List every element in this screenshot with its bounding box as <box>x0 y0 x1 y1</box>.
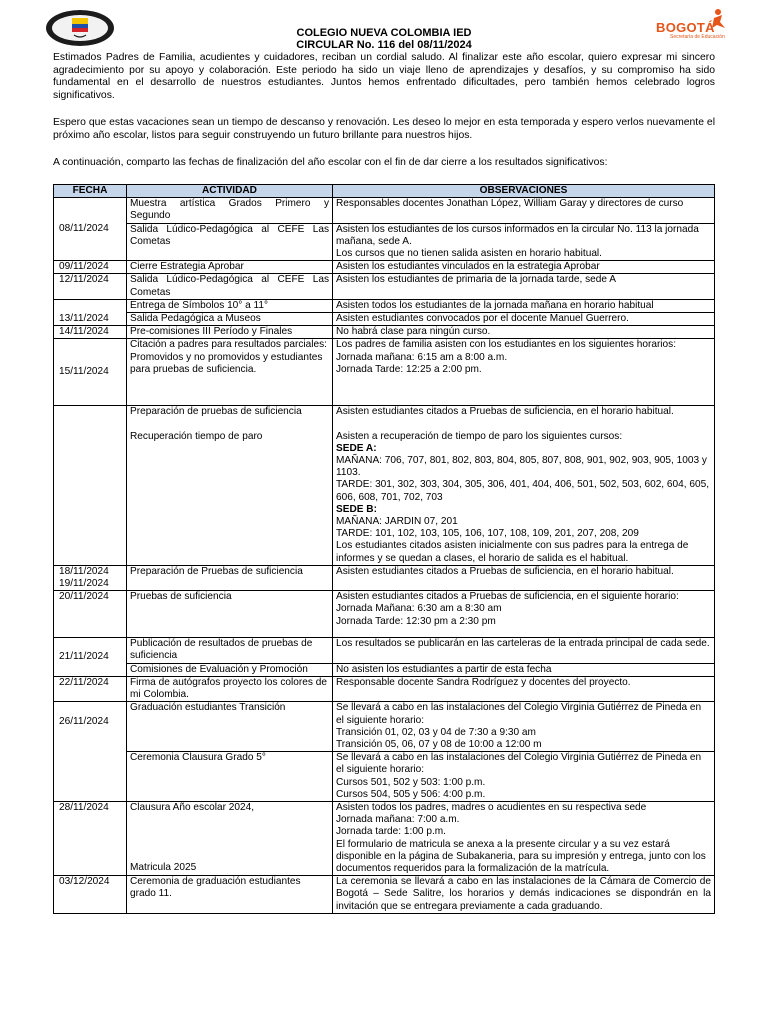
date-cell-empty <box>54 406 127 565</box>
intro-paragraph-2: Espero que estas vacaciones sean un tiempo de descanso y renovación. Les deseo lo mejor en esta temporada y espero verlos nuevamente el próximo año escolar, listos para seguir construyendo un futuro brillante para nuestros hijos. <box>53 117 715 141</box>
observation-line: Transición 01, 02, 03 y 04 de 7:30 a 9:30 am <box>336 726 536 738</box>
date-cell: 20/11/2024 <box>54 591 127 638</box>
activity-cell: Firma de autógrafos proyecto los colores de mi Colombia. <box>127 676 333 701</box>
activity-line: Citación a padres para resultados parciales: <box>130 339 327 351</box>
activity-cell: Preparación de Pruebas de suficiencia <box>127 565 333 590</box>
table-header-row <box>54 185 715 198</box>
sede-b-label: SEDE B: <box>336 503 377 515</box>
activity-cell <box>127 339 333 406</box>
observation-line: Asisten los estudiantes de los cursos informados en la circular No. 113 la jornada mañana, sede A. <box>336 223 699 247</box>
observation-line: Jornada Mañana: 6:30 am a 8:30 am <box>336 603 502 615</box>
activity-cell: Salida Lúdico-Pedagógica al CEFE Las Cometas <box>127 223 333 261</box>
observation-line: Se llevará a cabo en las instalaciones del Colegio Virginia Gutiérrez de Pineda en el siguiente horario: <box>336 702 702 726</box>
date-cell: 15/11/2024 <box>54 339 127 406</box>
table-row <box>54 339 715 406</box>
activity-cell: Salida Pedagógica a Museos <box>127 313 333 326</box>
date-cell: 14/11/2024 <box>54 326 127 339</box>
table-row <box>54 406 715 565</box>
bogota-logo-text: BOGOTÁ <box>656 20 715 35</box>
table-row <box>54 591 715 638</box>
observation-line: Jornada tarde: 1:00 p.m. <box>336 826 446 838</box>
observation-cell: Responsables docentes Jonathan López, William Garay y directores de curso <box>333 198 715 223</box>
observation-line: MAÑANA: JARDIN 07, 201 <box>336 516 458 528</box>
activity-cell: Ceremonia Clausura Grado 5° <box>127 752 333 802</box>
activity-cell: Ceremonia de graduación estudiantes grado 11. <box>127 876 333 914</box>
observation-line: El formulario de matricula se anexa a la presente circular y a su vez estará disponible en la página de Subakaneria, para su impresión y entrega, junto con los documentos requeridos para la formalización de la matrícula. <box>336 838 706 874</box>
date-cell: 21/11/2024 <box>54 638 127 677</box>
activity-line: Promovidos y no promovidos y estudiantes para pruebas de suficiencia. <box>130 351 323 375</box>
observation-cell: Asisten estudiantes convocados por el docente Manuel Guerrero. <box>333 313 715 326</box>
observation-cell: Asisten todos los estudiantes de la jornada mañana en horario habitual <box>333 299 715 312</box>
school-name: COLEGIO NUEVA COLOMBIA IED <box>296 27 472 39</box>
observation-line: Los cursos que no tienen salida asisten en horario habitual. <box>336 248 602 260</box>
date-line: 18/11/2024 <box>59 565 109 577</box>
activity-line: Recuperación tiempo de paro <box>130 430 263 442</box>
header-actividad: ACTIVIDAD <box>127 185 333 198</box>
table-row <box>54 801 715 875</box>
activity-line: Preparación de pruebas de suficiencia <box>130 406 302 418</box>
observation-cell: Los resultados se publicarán en las carteleras de la entrada principal de cada sede. <box>333 638 715 663</box>
circular-number: CIRCULAR No. 116 del 08/11/2024 <box>296 39 472 51</box>
table-row <box>54 299 715 312</box>
activity-cell: Publicación de resultados de pruebas de suficiencia <box>127 638 333 663</box>
table-row <box>54 313 715 326</box>
observation-cell: Responsable docente Sandra Rodríguez y docentes del proyecto. <box>333 676 715 701</box>
observation-line: TARDE: 101, 102, 103, 105, 106, 107, 108, 109, 201, 207, 208, 209 <box>336 528 639 540</box>
observation-line: Asisten estudiantes citados a Pruebas de suficiencia, en el siguiente horario: <box>336 591 679 603</box>
observation-line: Jornada mañana: 7:00 a.m. <box>336 814 460 826</box>
table-row <box>54 261 715 274</box>
sede-a-label: SEDE A: <box>336 442 377 454</box>
bogota-logo-subtitle: Secretaría de Educación <box>670 34 725 40</box>
observation-line: TARDE: 301, 302, 303, 304, 305, 306, 401, 404, 406, 501, 502, 503, 602, 604, 605, 606, 608, 701, 702, 703 <box>336 479 710 503</box>
observation-line: Asisten a recuperación de tiempo de paro los siguientes cursos: <box>336 430 623 442</box>
activity-cell <box>127 801 333 875</box>
table-row <box>54 752 715 802</box>
table-row <box>54 876 715 914</box>
observation-line: Jornada Tarde: 12:30 pm a 2:30 pm <box>336 615 496 627</box>
table-row <box>54 702 715 752</box>
date-cell: 03/12/2024 <box>54 876 127 914</box>
activity-line: Clausura Año escolar 2024, <box>130 801 255 813</box>
activity-cell: Cierre Estrategia Aprobar <box>127 261 333 274</box>
activity-cell: Entrega de Símbolos 10° a 11° <box>127 299 333 312</box>
observation-cell: Asisten los estudiantes de primaria de la jornada tarde, sede A <box>333 274 715 299</box>
table-row <box>54 198 715 223</box>
date-cell: 13/11/2024 <box>54 299 127 325</box>
observation-line: Jornada Tarde: 12:25 a 2:00 pm. <box>336 363 482 375</box>
date-cell: 09/11/2024 <box>54 261 127 274</box>
table-row <box>54 638 715 663</box>
observation-cell: No asisten los estudiantes a partir de esta fecha <box>333 663 715 676</box>
observation-line: MAÑANA: 706, 707, 801, 802, 803, 804, 805, 807, 808, 901, 902, 903, 905, 1003 y 1103. <box>336 455 707 479</box>
activity-cell: Muestra artística Grados Primero y Segundo <box>127 198 333 223</box>
observation-line: Asisten estudiantes citados a Pruebas de suficiencia, en el horario habitual. <box>336 406 674 418</box>
date-cell: 28/11/2024 <box>54 801 127 875</box>
schedule-table <box>53 184 715 914</box>
observation-cell <box>333 223 715 261</box>
observation-cell: La ceremonia se llevará a cabo en las instalaciones de la Cámara de Comercio de Bogotá – Sede Salitre, los horarios y demás indicaciones se dispondrán en la invitación que se entregara previamente a cada graduando. <box>333 876 715 914</box>
observation-line: Transición 05, 06, 07 y 08 de 10:00 a 12:00 m <box>336 738 542 750</box>
table-row <box>54 663 715 676</box>
observation-line: Cursos 504, 505 y 506: 4:00 p.m. <box>336 788 486 800</box>
observation-cell <box>333 591 715 638</box>
date-cell: 22/11/2024 <box>54 676 127 701</box>
table-row <box>54 274 715 299</box>
observation-cell: No habrá clase para ningún curso. <box>333 326 715 339</box>
table-row <box>54 223 715 261</box>
observation-cell <box>333 406 715 565</box>
observation-line: Se llevará a cabo en las instalaciones del Colegio Virginia Gutiérrez de Pineda en el siguiente horario: <box>336 752 702 776</box>
observation-cell: Asisten estudiantes citados a Pruebas de suficiencia, en el horario habitual. <box>333 565 715 590</box>
observation-line: Cursos 501, 502 y 503: 1:00 p.m. <box>336 776 486 788</box>
table-row <box>54 326 715 339</box>
intro-paragraph-3: A continuación, comparto las fechas de finalización del año escolar con el fin de dar cierre a los resultados significativos: <box>53 157 608 168</box>
table-row <box>54 676 715 701</box>
observation-line: Los estudiantes citados asisten inicialmente con sus padres para la entrega de informes y se quedan a clases, el horario de salida es el habitual. <box>336 540 689 564</box>
header-observaciones: OBSERVACIONES <box>333 185 715 198</box>
table-row <box>54 565 715 590</box>
date-cell: 26/11/2024 <box>54 702 127 802</box>
observation-line: Los padres de familia asisten con los estudiantes en los siguientes horarios: <box>336 339 677 351</box>
activity-cell: Pruebas de suficiencia <box>127 591 333 638</box>
header-fecha: FECHA <box>54 185 127 198</box>
intro-paragraph-1: Estimados Padres de Familia, acudientes y cuidadores, reciban un cordial saludo. Al finalizar este año escolar, quiero expresar mi sincero agradecimiento por su apoyo y colaboración. Este periodo ha sido un viaje lleno de aprendizajes y desafíos, y su compromiso ha sido fundamental en el desarrollo de nuestros estudiantes. Juntos hemos enfrentado dificultades, pero también hemos celebrado logros significativos. <box>53 52 715 101</box>
date-line: 19/11/2024 <box>59 578 109 590</box>
observation-cell <box>333 702 715 752</box>
activity-cell: Comisiones de Evaluación y Promoción <box>127 663 333 676</box>
activity-cell: Pre-comisiones III Período y Finales <box>127 326 333 339</box>
date-cell: 08/11/2024 <box>54 198 127 261</box>
activity-line: Matricula 2025 <box>130 862 197 874</box>
date-cell: 12/11/2024 <box>54 274 127 299</box>
observation-cell <box>333 801 715 875</box>
observation-cell: Asisten los estudiantes vinculados en la estrategia Aprobar <box>333 261 715 274</box>
observation-cell <box>333 339 715 406</box>
observation-line: Jornada mañana: 6:15 am a 8:00 a.m. <box>336 351 508 363</box>
date-cell <box>54 565 127 590</box>
activity-cell: Graduación estudiantes Transición <box>127 702 333 752</box>
observation-line: Asisten todos los padres, madres o acudientes en su respectiva sede <box>336 801 647 813</box>
activity-cell <box>127 406 333 565</box>
document-header <box>0 0 768 54</box>
activity-cell: Salida Lúdico-Pedagógica al CEFE Las Cometas <box>127 274 333 299</box>
observation-cell <box>333 752 715 802</box>
